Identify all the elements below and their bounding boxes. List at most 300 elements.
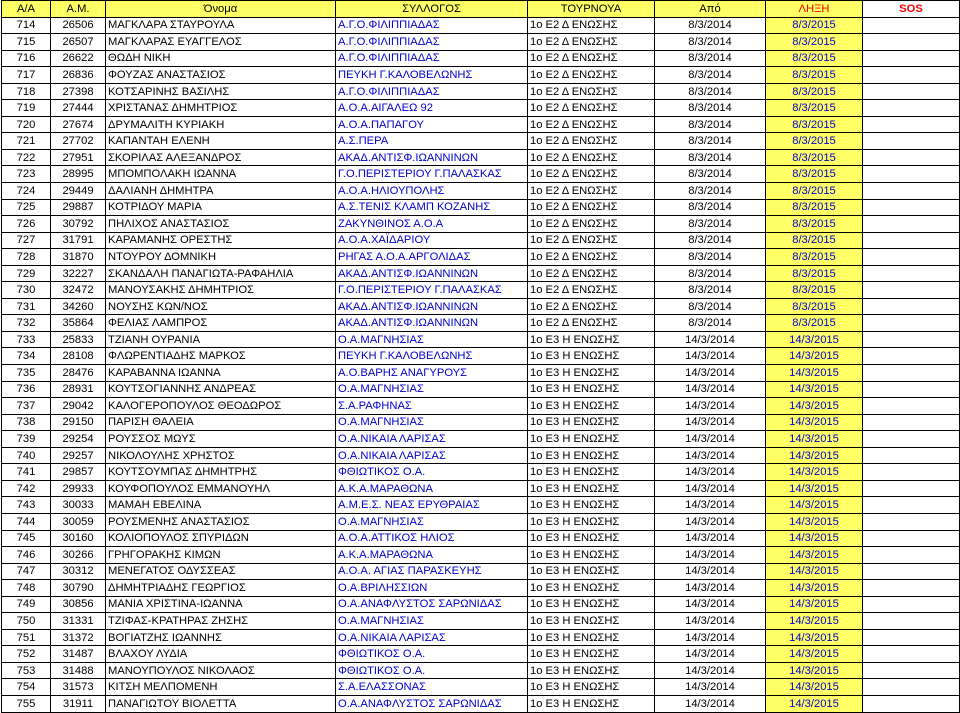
cell-sos [863, 265, 960, 282]
cell-lixi: 14/3/2015 [766, 662, 863, 679]
cell-sos [863, 83, 960, 100]
cell-lixi: 8/3/2015 [766, 249, 863, 266]
cell-am: 31911 [51, 695, 106, 712]
table-row [2, 67, 960, 84]
cell-syllogos: Α.Σ.ΠΕΡΑ [336, 133, 528, 150]
cell-apo: 8/3/2014 [655, 116, 766, 133]
cell-apo: 14/3/2014 [655, 613, 766, 630]
table-row [2, 580, 960, 597]
cell-sos [863, 216, 960, 233]
cell-tournoua: 1ο Ε2 Δ ΕΝΩΣΗΣ [528, 282, 655, 299]
cell-onoma: ΚΑΡΑΜΑΝΗΣ ΟΡΕΣΤΗΣ [106, 232, 336, 249]
cell-sos [863, 381, 960, 398]
header-tournoua: ΤΟΥΡΝΟΥΑ [528, 1, 655, 18]
cell-onoma: ΓΡΗΓΟΡΑΚΗΣ ΚΙΜΩΝ [106, 547, 336, 564]
cell-tournoua: 1ο Ε3 Η ΕΝΩΣΗΣ [528, 348, 655, 365]
cell-am: 28108 [51, 348, 106, 365]
cell-lixi: 14/3/2015 [766, 331, 863, 348]
players-table [1, 0, 960, 713]
cell-aa: 736 [2, 381, 51, 398]
cell-tournoua: 1ο Ε3 Η ΕΝΩΣΗΣ [528, 547, 655, 564]
cell-tournoua: 1ο Ε3 Η ΕΝΩΣΗΣ [528, 365, 655, 382]
table-row [2, 34, 960, 51]
cell-am: 27702 [51, 133, 106, 150]
cell-syllogos: Ο.Α.ΝΙΚΑΙΑ ΛΑΡΙΣΑΣ [336, 629, 528, 646]
cell-syllogos: ΦΘΙΩΤΙΚΟΣ Ο.Α. [336, 464, 528, 481]
cell-lixi: 8/3/2015 [766, 100, 863, 117]
cell-apo: 8/3/2014 [655, 216, 766, 233]
cell-onoma: ΡΟΥΣΣΟΣ ΜΩΥΣ [106, 431, 336, 448]
cell-aa: 755 [2, 695, 51, 712]
table-row [2, 50, 960, 67]
cell-onoma: ΦΕΛΙΑΣ ΛΑΜΠΡΟΣ [106, 315, 336, 332]
cell-onoma: ΚΟΥΦΟΠΟΥΛΟΣ ΕΜΜΑΝΟΥΗΛ [106, 480, 336, 497]
cell-sos [863, 133, 960, 150]
header-am: Α.Μ. [51, 1, 106, 18]
cell-lixi: 14/3/2015 [766, 530, 863, 547]
cell-aa: 750 [2, 613, 51, 630]
cell-lixi: 8/3/2015 [766, 199, 863, 216]
cell-onoma: ΔΑΛΙΑΝΗ ΔΗΜΗΤΡΑ [106, 183, 336, 200]
cell-syllogos: ΑΚΑΔ.ΑΝΤΙΣΦ.ΙΩΑΝΝΙΝΩΝ [336, 149, 528, 166]
cell-onoma: ΚΟΤΣΑΡΙΝΗΣ ΒΑΣΙΛΗΣ [106, 83, 336, 100]
cell-apo: 8/3/2014 [655, 67, 766, 84]
cell-tournoua: 1ο Ε3 Η ΕΝΩΣΗΣ [528, 679, 655, 696]
cell-lixi: 8/3/2015 [766, 298, 863, 315]
cell-aa: 748 [2, 580, 51, 597]
cell-lixi: 8/3/2015 [766, 17, 863, 34]
table-row [2, 249, 960, 266]
cell-tournoua: 1ο Ε2 Δ ΕΝΩΣΗΣ [528, 249, 655, 266]
cell-lixi: 14/3/2015 [766, 580, 863, 597]
cell-tournoua: 1ο Ε2 Δ ΕΝΩΣΗΣ [528, 199, 655, 216]
cell-apo: 14/3/2014 [655, 398, 766, 415]
cell-apo: 8/3/2014 [655, 34, 766, 51]
cell-sos [863, 480, 960, 497]
cell-onoma: ΠΗΛΙΧΟΣ ΑΝΑΣΤΑΣΙΟΣ [106, 216, 336, 233]
cell-lixi: 14/3/2015 [766, 447, 863, 464]
cell-apo: 14/3/2014 [655, 414, 766, 431]
cell-aa: 741 [2, 464, 51, 481]
cell-syllogos: Σ.Α.ΡΑΦΗΝΑΣ [336, 398, 528, 415]
cell-tournoua: 1ο Ε2 Δ ΕΝΩΣΗΣ [528, 298, 655, 315]
cell-tournoua: 1ο Ε3 Η ΕΝΩΣΗΣ [528, 398, 655, 415]
cell-onoma: ΜΑΓΚΛΑΡΑΣ ΕΥΑΓΓΕΛΟΣ [106, 34, 336, 51]
cell-onoma: ΒΛΑΧΟΥ ΛΥΔΙΑ [106, 646, 336, 663]
table-row [2, 365, 960, 382]
cell-aa: 714 [2, 17, 51, 34]
table-row [2, 662, 960, 679]
cell-lixi: 14/3/2015 [766, 365, 863, 382]
cell-aa: 724 [2, 183, 51, 200]
cell-lixi: 14/3/2015 [766, 613, 863, 630]
cell-sos [863, 646, 960, 663]
cell-onoma: ΡΟΥΣΜΕΝΗΣ ΑΝΑΣΤΑΣΙΟΣ [106, 513, 336, 530]
cell-syllogos: Α.Γ.Ο.ΦΙΛΙΠΠΙΑΔΑΣ [336, 83, 528, 100]
cell-lixi: 8/3/2015 [766, 149, 863, 166]
cell-lixi: 14/3/2015 [766, 695, 863, 712]
cell-lixi: 14/3/2015 [766, 381, 863, 398]
table-row [2, 629, 960, 646]
cell-am: 26836 [51, 67, 106, 84]
cell-sos [863, 662, 960, 679]
cell-tournoua: 1ο Ε2 Δ ΕΝΩΣΗΣ [528, 116, 655, 133]
cell-aa: 728 [2, 249, 51, 266]
table-row [2, 513, 960, 530]
cell-apo: 8/3/2014 [655, 50, 766, 67]
cell-tournoua: 1ο Ε2 Δ ΕΝΩΣΗΣ [528, 133, 655, 150]
cell-apo: 8/3/2014 [655, 183, 766, 200]
cell-am: 29257 [51, 447, 106, 464]
cell-onoma: ΠΑΝΑΓΙΩΤΟΥ ΒΙΟΛΕΤΤΑ [106, 695, 336, 712]
cell-apo: 14/3/2014 [655, 497, 766, 514]
cell-sos [863, 414, 960, 431]
cell-tournoua: 1ο Ε2 Δ ΕΝΩΣΗΣ [528, 83, 655, 100]
table-row [2, 596, 960, 613]
cell-apo: 8/3/2014 [655, 83, 766, 100]
cell-lixi: 14/3/2015 [766, 414, 863, 431]
cell-syllogos: Α.Ο.ΒΑΡΗΣ ΑΝΑΓΥΡΟΥΣ [336, 365, 528, 382]
cell-am: 31791 [51, 232, 106, 249]
table-row [2, 480, 960, 497]
cell-apo: 8/3/2014 [655, 166, 766, 183]
cell-apo: 14/3/2014 [655, 464, 766, 481]
cell-aa: 738 [2, 414, 51, 431]
cell-apo: 14/3/2014 [655, 447, 766, 464]
cell-am: 27398 [51, 83, 106, 100]
cell-am: 29933 [51, 480, 106, 497]
cell-syllogos: Α.Ο.Α.ΠΑΠΑΓΟΥ [336, 116, 528, 133]
header-apo: Από [655, 1, 766, 18]
cell-apo: 14/3/2014 [655, 580, 766, 597]
cell-sos [863, 695, 960, 712]
cell-syllogos: ΦΘΙΩΤΙΚΟΣ Ο.Α. [336, 662, 528, 679]
cell-apo: 14/3/2014 [655, 695, 766, 712]
cell-syllogos: Α.Ο.Α.ΗΛΙΟΥΠΟΛΗΣ [336, 183, 528, 200]
table-row [2, 398, 960, 415]
cell-onoma: ΣΚΟΡΙΛΑΣ ΑΛΕΞΑΝΔΡΟΣ [106, 149, 336, 166]
cell-tournoua: 1ο Ε3 Η ΕΝΩΣΗΣ [528, 331, 655, 348]
cell-tournoua: 1ο Ε3 Η ΕΝΩΣΗΣ [528, 695, 655, 712]
cell-onoma: ΜΑΜΑΗ ΕΒΕΛΙΝΑ [106, 497, 336, 514]
cell-aa: 749 [2, 596, 51, 613]
cell-sos [863, 348, 960, 365]
cell-lixi: 14/3/2015 [766, 348, 863, 365]
table-row [2, 116, 960, 133]
cell-am: 31487 [51, 646, 106, 663]
cell-syllogos: Σ.Α.ΕΛΑΣΣΟΝΑΣ [336, 679, 528, 696]
cell-syllogos: ΦΘΙΩΤΙΚΟΣ Ο.Α. [336, 646, 528, 663]
cell-sos [863, 166, 960, 183]
cell-lixi: 14/3/2015 [766, 679, 863, 696]
cell-apo: 14/3/2014 [655, 513, 766, 530]
cell-apo: 14/3/2014 [655, 563, 766, 580]
cell-aa: 753 [2, 662, 51, 679]
cell-tournoua: 1ο Ε3 Η ΕΝΩΣΗΣ [528, 596, 655, 613]
cell-tournoua: 1ο Ε3 Η ΕΝΩΣΗΣ [528, 662, 655, 679]
cell-aa: 740 [2, 447, 51, 464]
table-row [2, 431, 960, 448]
cell-am: 27444 [51, 100, 106, 117]
cell-am: 30792 [51, 216, 106, 233]
cell-am: 35864 [51, 315, 106, 332]
cell-lixi: 8/3/2015 [766, 265, 863, 282]
cell-am: 34260 [51, 298, 106, 315]
cell-tournoua: 1ο Ε2 Δ ΕΝΩΣΗΣ [528, 166, 655, 183]
cell-aa: 721 [2, 133, 51, 150]
cell-lixi: 14/3/2015 [766, 629, 863, 646]
cell-am: 29042 [51, 398, 106, 415]
cell-am: 30033 [51, 497, 106, 514]
cell-lixi: 8/3/2015 [766, 282, 863, 299]
cell-sos [863, 249, 960, 266]
table-row [2, 315, 960, 332]
cell-sos [863, 116, 960, 133]
cell-syllogos: Α.Μ.Ε.Σ. ΝΕΑΣ ΕΡΥΘΡΑΙΑΣ [336, 497, 528, 514]
table-row [2, 133, 960, 150]
cell-tournoua: 1ο Ε2 Δ ΕΝΩΣΗΣ [528, 50, 655, 67]
cell-aa: 737 [2, 398, 51, 415]
cell-lixi: 8/3/2015 [766, 83, 863, 100]
cell-am: 29887 [51, 199, 106, 216]
cell-lixi: 8/3/2015 [766, 183, 863, 200]
table-row [2, 282, 960, 299]
cell-syllogos: ΠΕΥΚΗ Γ.ΚΑΛΟΒΕΛΩΝΗΣ [336, 67, 528, 84]
cell-lixi: 8/3/2015 [766, 232, 863, 249]
cell-am: 29857 [51, 464, 106, 481]
cell-aa: 729 [2, 265, 51, 282]
cell-lixi: 14/3/2015 [766, 646, 863, 663]
cell-tournoua: 1ο Ε3 Η ΕΝΩΣΗΣ [528, 480, 655, 497]
cell-sos [863, 679, 960, 696]
cell-syllogos: Α.Ο.Α.ΑΤΤΙΚΟΣ ΗΛΙΟΣ [336, 530, 528, 547]
cell-tournoua: 1ο Ε2 Δ ΕΝΩΣΗΣ [528, 100, 655, 117]
cell-syllogos: Α.Γ.Ο.ΦΙΛΙΠΠΙΑΔΑΣ [336, 50, 528, 67]
cell-apo: 14/3/2014 [655, 381, 766, 398]
cell-tournoua: 1ο Ε3 Η ΕΝΩΣΗΣ [528, 563, 655, 580]
table-row [2, 265, 960, 282]
cell-lixi: 14/3/2015 [766, 431, 863, 448]
header-row [2, 1, 960, 18]
cell-sos [863, 530, 960, 547]
cell-syllogos: ΠΕΥΚΗ Γ.ΚΑΛΟΒΕΛΩΝΗΣ [336, 348, 528, 365]
cell-aa: 722 [2, 149, 51, 166]
cell-aa: 720 [2, 116, 51, 133]
cell-aa: 745 [2, 530, 51, 547]
table-row [2, 216, 960, 233]
cell-tournoua: 1ο Ε3 Η ΕΝΩΣΗΣ [528, 431, 655, 448]
cell-onoma: ΚΙΤΣΗ ΜΕΛΠΟΜΕΝΗ [106, 679, 336, 696]
cell-lixi: 8/3/2015 [766, 315, 863, 332]
cell-tournoua: 1ο Ε2 Δ ΕΝΩΣΗΣ [528, 216, 655, 233]
cell-aa: 734 [2, 348, 51, 365]
table-row [2, 563, 960, 580]
cell-syllogos: Α.Γ.Ο.ΦΙΛΙΠΠΙΑΔΑΣ [336, 17, 528, 34]
table-row [2, 17, 960, 34]
cell-am: 29254 [51, 431, 106, 448]
cell-syllogos: Ο.Α.ΑΝΑΦΛΥΣΤΟΣ ΣΑΡΩΝΙΔΑΣ [336, 596, 528, 613]
cell-sos [863, 232, 960, 249]
cell-sos [863, 398, 960, 415]
cell-onoma: ΚΟΥΤΣΟΥΜΠΑΣ ΔΗΜΗΤΡΗΣ [106, 464, 336, 481]
cell-syllogos: Γ.Ο.ΠΕΡΙΣΤΕΡΙΟΥ Γ.ΠΑΛΑΣΚΑΣ [336, 166, 528, 183]
cell-syllogos: Ο.Α.ΝΙΚΑΙΑ ΛΑΡΙΣΑΣ [336, 447, 528, 464]
cell-aa: 718 [2, 83, 51, 100]
cell-apo: 14/3/2014 [655, 431, 766, 448]
cell-syllogos: Ο.Α.ΝΙΚΑΙΑ ΛΑΡΙΣΑΣ [336, 431, 528, 448]
cell-aa: 730 [2, 282, 51, 299]
cell-aa: 733 [2, 331, 51, 348]
cell-apo: 8/3/2014 [655, 133, 766, 150]
cell-onoma: ΜΕΝΕΓΑΤΟΣ ΟΔΥΣΣΕΑΣ [106, 563, 336, 580]
table-row [2, 183, 960, 200]
cell-sos [863, 365, 960, 382]
cell-tournoua: 1ο Ε2 Δ ΕΝΩΣΗΣ [528, 183, 655, 200]
cell-onoma: ΝΟΥΣΗΣ ΚΩΝ/ΝΟΣ [106, 298, 336, 315]
cell-am: 30266 [51, 547, 106, 564]
cell-tournoua: 1ο Ε2 Δ ΕΝΩΣΗΣ [528, 67, 655, 84]
cell-syllogos: Ο.Α.ΜΑΓΝΗΣΙΑΣ [336, 613, 528, 630]
cell-am: 31331 [51, 613, 106, 630]
cell-am: 30312 [51, 563, 106, 580]
cell-apo: 14/3/2014 [655, 331, 766, 348]
cell-aa: 746 [2, 547, 51, 564]
cell-tournoua: 1ο Ε2 Δ ΕΝΩΣΗΣ [528, 265, 655, 282]
cell-sos [863, 547, 960, 564]
cell-onoma: ΠΑΡΙΣΗ ΘΑΛΕΙΑ [106, 414, 336, 431]
table-row [2, 232, 960, 249]
cell-apo: 14/3/2014 [655, 662, 766, 679]
cell-sos [863, 100, 960, 117]
cell-onoma: ΣΚΑΝΔΑΛΗ ΠΑΝΑΓΙΩΤΑ-ΡΑΦΑΗΛΙΑ [106, 265, 336, 282]
cell-sos [863, 580, 960, 597]
cell-onoma: ΚΟΥΤΣΟΓΙΑΝΝΗΣ ΑΝΔΡΕΑΣ [106, 381, 336, 398]
cell-am: 27951 [51, 149, 106, 166]
cell-onoma: ΘΩΔΗ ΝΙΚΗ [106, 50, 336, 67]
header-sos: SOS [863, 1, 960, 18]
cell-onoma: ΔΡΥΜΑΛΙΤΗ ΚΥΡΙΑΚΗ [106, 116, 336, 133]
table-row [2, 497, 960, 514]
cell-syllogos: Α.Κ.Α.ΜΑΡΑΘΩΝΑ [336, 480, 528, 497]
cell-lixi: 14/3/2015 [766, 398, 863, 415]
table-row [2, 547, 960, 564]
cell-am: 31372 [51, 629, 106, 646]
cell-apo: 14/3/2014 [655, 530, 766, 547]
cell-onoma: ΚΑΡΑΒΑΝΝΑ ΙΩΑΝΝΑ [106, 365, 336, 382]
cell-syllogos: Ο.Α.ΜΑΓΝΗΣΙΑΣ [336, 414, 528, 431]
cell-sos [863, 596, 960, 613]
cell-sos [863, 563, 960, 580]
table-row [2, 613, 960, 630]
cell-sos [863, 34, 960, 51]
cell-tournoua: 1ο Ε3 Η ΕΝΩΣΗΣ [528, 381, 655, 398]
cell-sos [863, 315, 960, 332]
cell-aa: 726 [2, 216, 51, 233]
cell-am: 30856 [51, 596, 106, 613]
cell-syllogos: Α.Ο.Α. ΑΓΙΑΣ ΠΑΡΑΣΚΕΥΗΣ [336, 563, 528, 580]
table-row [2, 447, 960, 464]
cell-apo: 8/3/2014 [655, 17, 766, 34]
cell-syllogos: ΑΚΑΔ.ΑΝΤΙΣΦ.ΙΩΑΝΝΙΝΩΝ [336, 265, 528, 282]
cell-lixi: 8/3/2015 [766, 116, 863, 133]
cell-lixi: 14/3/2015 [766, 563, 863, 580]
cell-syllogos: Γ.Ο.ΠΕΡΙΣΤΕΡΙΟΥ Γ.ΠΑΛΑΣΚΑΣ [336, 282, 528, 299]
cell-aa: 735 [2, 365, 51, 382]
cell-onoma: ΒΟΓΙΑΤΖΗΣ ΙΩΑΝΝΗΣ [106, 629, 336, 646]
cell-sos [863, 199, 960, 216]
cell-am: 28995 [51, 166, 106, 183]
table-row [2, 348, 960, 365]
cell-sos [863, 431, 960, 448]
table-row [2, 83, 960, 100]
header-onoma: Όνομα [106, 1, 336, 18]
cell-sos [863, 183, 960, 200]
cell-apo: 8/3/2014 [655, 149, 766, 166]
cell-am: 30160 [51, 530, 106, 547]
cell-syllogos: Α.Ο.Α.ΧΑΪΔΑΡΙΟΥ [336, 232, 528, 249]
cell-onoma: ΜΑΓΚΛΑΡΑ ΣΤΑΥΡΟΥΛΑ [106, 17, 336, 34]
cell-onoma: ΧΡΙΣΤΑΝΑΣ ΔΗΜΗΤΡΙΟΣ [106, 100, 336, 117]
cell-sos [863, 67, 960, 84]
cell-tournoua: 1ο Ε2 Δ ΕΝΩΣΗΣ [528, 17, 655, 34]
cell-onoma: ΤΖΙΑΝΗ ΟΥΡΑΝΙΑ [106, 331, 336, 348]
cell-syllogos: Ο.Α.ΑΝΑΦΛΥΣΤΟΣ ΣΑΡΩΝΙΔΑΣ [336, 695, 528, 712]
cell-sos [863, 447, 960, 464]
cell-onoma: ΜΑΝΟΥΠΟΥΛΟΣ ΝΙΚΟΛΑΟΣ [106, 662, 336, 679]
cell-onoma: ΔΗΜΗΤΡΙΑΔΗΣ ΓΕΩΡΓΙΟΣ [106, 580, 336, 597]
cell-tournoua: 1ο Ε2 Δ ΕΝΩΣΗΣ [528, 34, 655, 51]
cell-lixi: 8/3/2015 [766, 50, 863, 67]
cell-syllogos: Α.Σ.ΤΕΝΙΣ ΚΛΑΜΠ ΚΟΖΑΝΗΣ [336, 199, 528, 216]
cell-aa: 716 [2, 50, 51, 67]
table-row [2, 381, 960, 398]
cell-syllogos: ΖΑΚΥΝΘΙΝΟΣ Α.Ο.Α [336, 216, 528, 233]
cell-aa: 747 [2, 563, 51, 580]
cell-apo: 14/3/2014 [655, 646, 766, 663]
cell-syllogos: Α.Ο.Α.ΑΙΓΑΛΕΩ 92 [336, 100, 528, 117]
cell-syllogos: Ο.Α.ΜΑΓΝΗΣΙΑΣ [336, 381, 528, 398]
cell-syllogos: ΡΗΓΑΣ Α.Ο.Α.ΑΡΓΟΛΙΔΑΣ [336, 249, 528, 266]
cell-aa: 754 [2, 679, 51, 696]
cell-syllogos: Ο.Α.ΒΡΙΛΗΣΣΙΩΝ [336, 580, 528, 597]
cell-syllogos: Ο.Α.ΜΑΓΝΗΣΙΑΣ [336, 331, 528, 348]
cell-lixi: 8/3/2015 [766, 67, 863, 84]
cell-am: 26506 [51, 17, 106, 34]
cell-lixi: 14/3/2015 [766, 497, 863, 514]
cell-onoma: ΦΛΩΡΕΝΤΙΑΔΗΣ ΜΑΡΚΟΣ [106, 348, 336, 365]
table-row [2, 298, 960, 315]
table-row [2, 464, 960, 481]
cell-lixi: 14/3/2015 [766, 464, 863, 481]
table-row [2, 695, 960, 712]
cell-syllogos: Α.Γ.Ο.ΦΙΛΙΠΠΙΑΔΑΣ [336, 34, 528, 51]
cell-lixi: 14/3/2015 [766, 513, 863, 530]
cell-aa: 752 [2, 646, 51, 663]
cell-aa: 743 [2, 497, 51, 514]
cell-tournoua: 1ο Ε2 Δ ΕΝΩΣΗΣ [528, 315, 655, 332]
cell-am: 28931 [51, 381, 106, 398]
header-lixi: ΛΗΞΗ [766, 1, 863, 18]
cell-am: 28476 [51, 365, 106, 382]
cell-tournoua: 1ο Ε3 Η ΕΝΩΣΗΣ [528, 513, 655, 530]
cell-apo: 14/3/2014 [655, 547, 766, 564]
cell-onoma: ΜΑΝΙΑ ΧΡΙΣΤΙΝΑ-ΙΩΑΝΝΑ [106, 596, 336, 613]
cell-am: 31573 [51, 679, 106, 696]
cell-onoma: ΜΠΟΜΠΟΛΑΚΗ ΙΩΑΝΝΑ [106, 166, 336, 183]
cell-syllogos: Α.Κ.Α.ΜΑΡΑΘΩΝΑ [336, 547, 528, 564]
cell-onoma: ΝΤΟΥΡΟΥ ΔΟΜΝΙΚΗ [106, 249, 336, 266]
header-aa: Α/Α [2, 1, 51, 18]
